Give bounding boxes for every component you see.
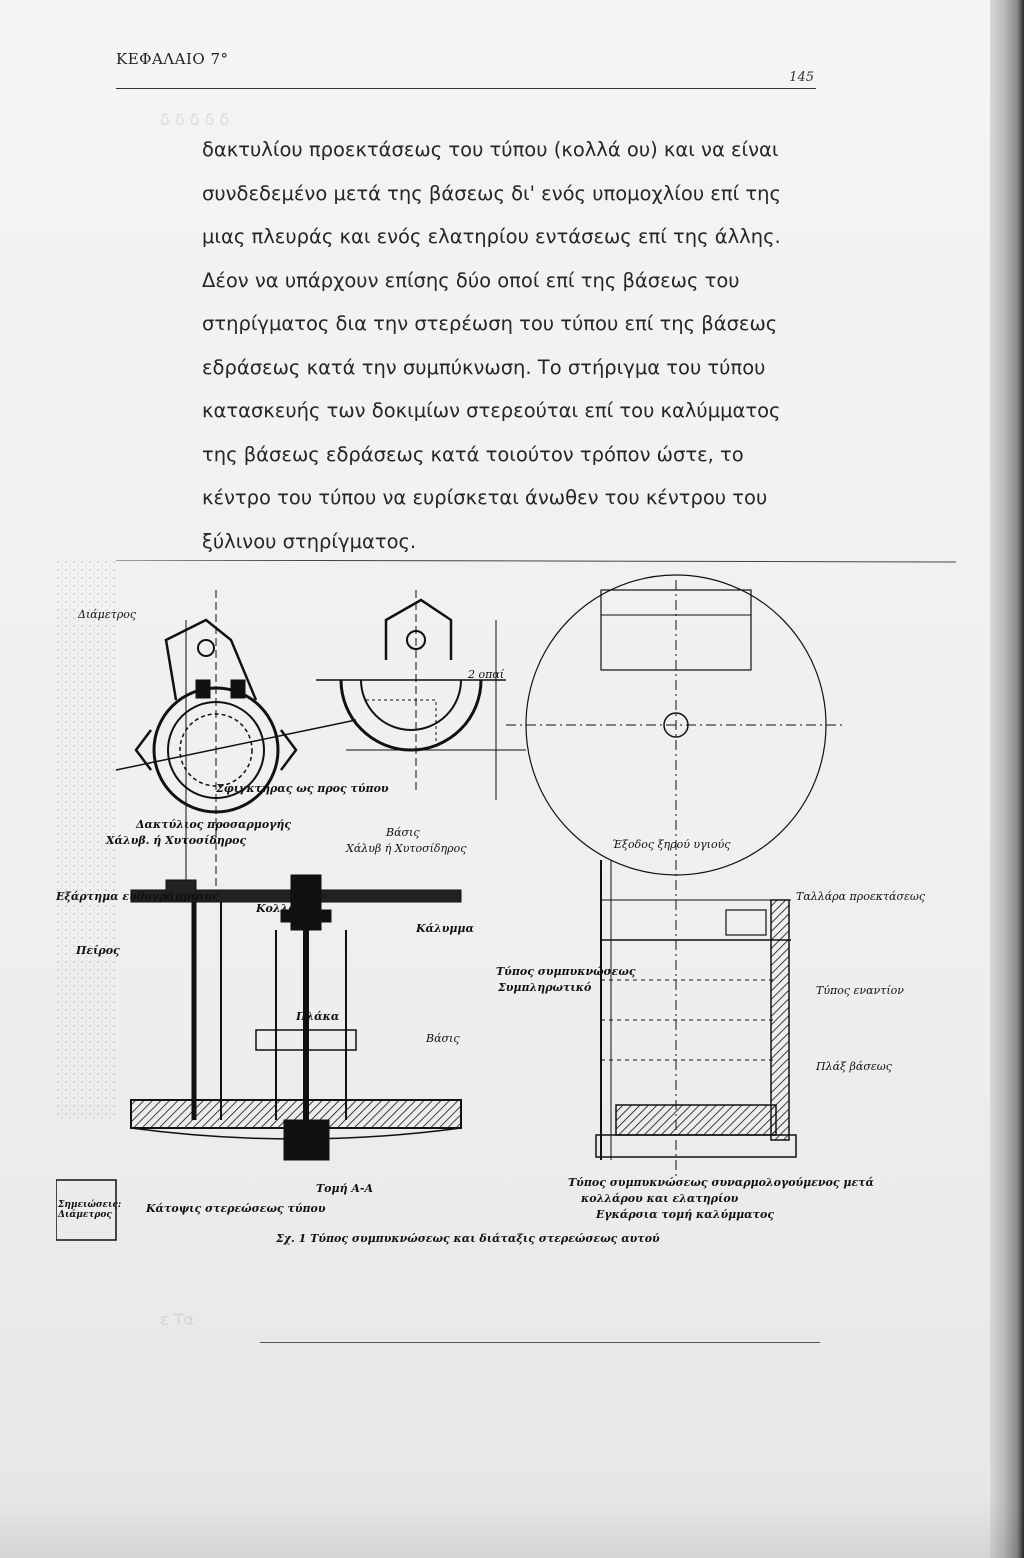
label-sfigktiras: Σφιγκτήρας ως προς τύπου	[216, 782, 389, 795]
page-shadow	[0, 1498, 1024, 1558]
text-line: δακτυλίου προεκτάσεως του τύπου (κολλά ου) και να είναι	[202, 138, 779, 161]
label-two-holes: 2 οπαί	[468, 668, 505, 681]
text-line: της βάσεως εδράσεως κατά τοιούτον τρόπον ώστε, το	[202, 442, 744, 466]
show-through-text: δ δ δ δ δ	[160, 110, 230, 129]
text-line: μιας πλευράς και ενός ελατηρίου εντάσεως επί της άλλης.	[202, 225, 781, 248]
figure-caption: Σχ. 1 Τύπος συμπυκνώσεως και διάταξις στερεώσεως αυτού	[276, 1232, 660, 1245]
text-line: κατασκευής των δοκιμίων στερεούται επί του καλύμματος	[202, 399, 781, 422]
label-diametros: Διάμετρος	[78, 608, 137, 621]
label-katopsis: Κάτοψις στερεώσεως τύπου	[146, 1202, 326, 1215]
label-exodos: Έξοδος ξηρού υγιούς	[612, 838, 731, 851]
label-typos-bottom-1: Τύπος συμπυκνώσεως συναρμολογούμενος μετά	[568, 1176, 875, 1189]
figure-bottom-rule	[260, 1342, 820, 1343]
label-kollas: Κολλάς	[256, 902, 304, 915]
page-header	[116, 50, 816, 90]
label-typos-bottom-2: κολλάρου και ελατηρίου	[581, 1192, 739, 1205]
text-line: στηρίγματος δια την στερέωση του τύπου επί της βάσεως	[202, 312, 778, 335]
text-line: συνδεδεμένο μετά της βάσεως δι' ενός υπομοχλίου επί της	[202, 181, 781, 205]
label-eksartima: Εξάρτημα ευθυγράμμισης	[56, 890, 219, 903]
label-tomi-aa: Τομή Α-Α	[316, 1182, 374, 1195]
circle-plan-view	[506, 575, 846, 880]
label-side-legend: Σημειώσεις: Διάμετρος	[58, 1200, 122, 1220]
technical-drawing	[56, 560, 976, 1300]
show-through-text: ε Τα	[160, 1310, 195, 1329]
label-plaka: Πλάκα	[296, 1010, 340, 1023]
label-dakt-prosarmog: Δακτύλιος προσαρμογής	[136, 818, 292, 831]
text-line: ξύλινου στηρίγματος.	[202, 529, 417, 553]
label-typos-sympyk: Τύπος συμπυκνώσεως	[496, 965, 636, 978]
label-plaks-basis: Πλάξ βάσεως	[816, 1060, 892, 1073]
text-line: Δέον να υπάρχουν επίσης δύο οποί επί της βάσεως του	[202, 268, 740, 292]
label-xalyb-xyt: Χάλυβ ή Χυτοσίδηρος	[346, 842, 467, 855]
label-pin: Πείρος	[76, 944, 120, 957]
body-paragraph	[202, 128, 842, 563]
chapter-title: ΚΕΦΑΛΑΙΟ 7°	[116, 50, 229, 68]
label-kalymma: Κάλυμμα	[416, 922, 474, 935]
page-edge	[990, 0, 1024, 1558]
label-tanks: Ταλλάρα προεκτάσεως	[796, 890, 926, 903]
label-typos-bottom-3: Εγκάρσια τομή καλύμματος	[596, 1208, 775, 1221]
label-symplirotiko: Συμπληρωτικό	[498, 981, 592, 994]
drawing-svg	[56, 560, 976, 1300]
label-typos-evant: Τύπος εναντίον	[816, 984, 904, 997]
label-vasis-mid: Βάσις	[426, 1032, 460, 1045]
label-vasis-top: Βάσις	[386, 826, 420, 839]
text-line: εδράσεως κατά την συμπύκνωση. Το στήριγμα του τύπου	[202, 355, 766, 379]
side-section-view	[596, 860, 796, 1180]
text-line: κέντρο του τύπου να ευρίσκεται άνωθεν του κέντρου του	[202, 486, 768, 509]
page-number: 145	[789, 70, 814, 85]
figure-top-rule	[116, 560, 956, 562]
label-xalyb-kat: Χάλυβ. ή Χυτοσίδηρος	[106, 834, 247, 847]
half-ring-view	[316, 590, 526, 800]
header-rule	[116, 88, 816, 89]
